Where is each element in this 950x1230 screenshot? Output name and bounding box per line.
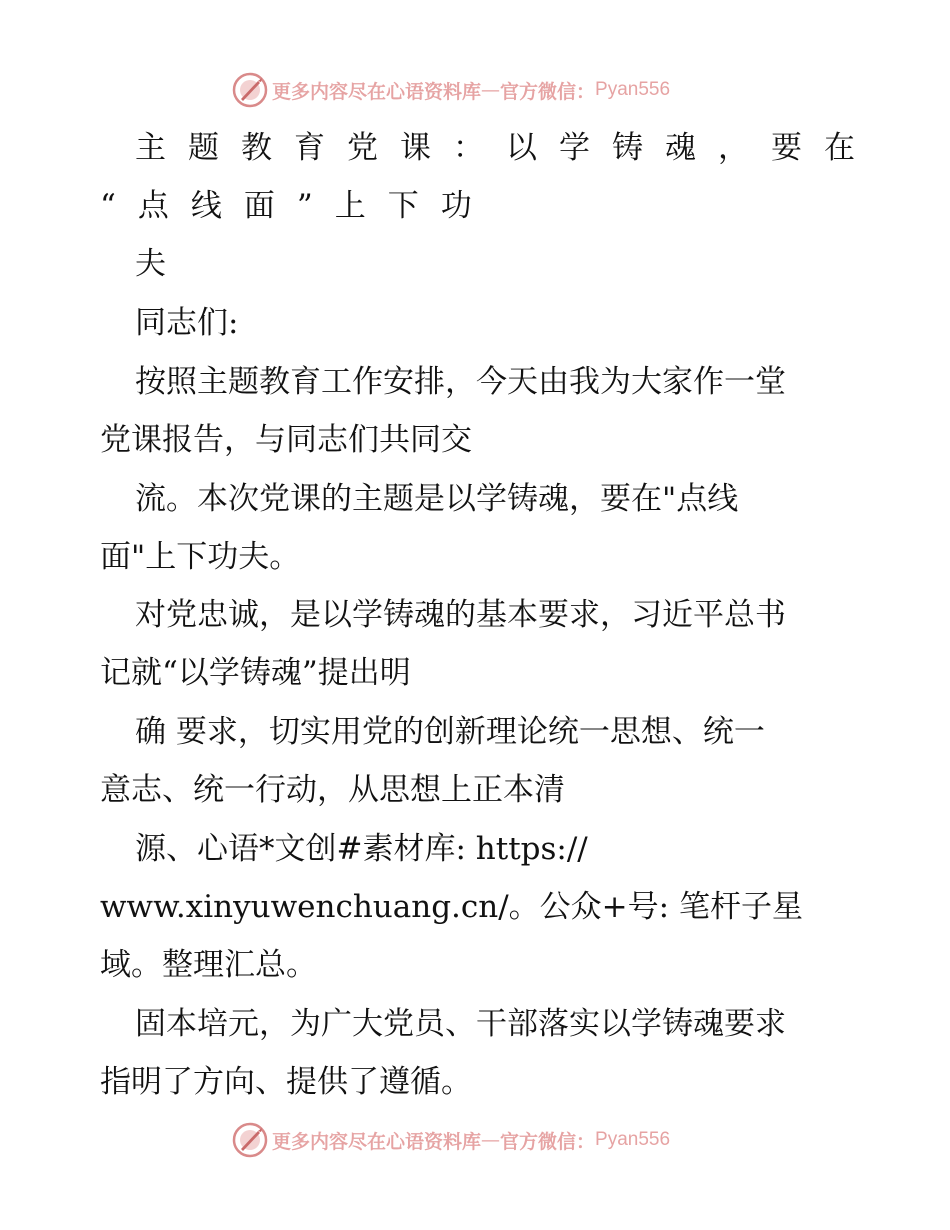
quill-logo-icon — [232, 1122, 268, 1158]
doc-title-line-1: 主题教育党课：以学铸魂，要在 — [135, 130, 877, 166]
paragraph-line: 流。本次党课的主题是以学铸魂，要在"点线 — [135, 481, 739, 517]
watermark-text: 更多内容尽在心语资料库 — [272, 1130, 482, 1153]
paragraph-line: 按照主题教育工作安排，今天由我为大家作一堂 — [135, 364, 786, 400]
watermark-separator: — — [481, 1129, 501, 1151]
footer-watermark — [232, 1120, 670, 1160]
paragraph-line: 源、心语*文创#素材库: https:// — [135, 831, 588, 867]
paragraph-line: 指明了方向、提供了遵循。 — [100, 1064, 472, 1100]
paragraph-line: 面"上下功夫。 — [100, 539, 301, 575]
paragraph-line: 固本培元，为广大党员、干部落实以学铸魂要求 — [135, 1006, 786, 1042]
watermark-label: 官方微信： — [500, 80, 596, 103]
paragraph-line: 党课报告，与同志们共同交 — [100, 422, 472, 458]
salutation: 同志们: — [135, 305, 239, 341]
paragraph-line: 对党忠诚，是以学铸魂的基本要求，习近平总书 — [135, 597, 786, 633]
paragraph-line: www.xinyuwenchuang.cn/。公众+号: 笔杆子星 — [100, 889, 803, 925]
doc-title-line-2: “点线面”上下功 — [100, 188, 494, 224]
watermark-id: Pyan556 — [595, 1129, 671, 1150]
paragraph-line: 域。整理汇总。 — [100, 947, 317, 983]
watermark-text: 更多内容尽在心语资料库 — [272, 80, 482, 103]
watermark-label: 官方微信： — [500, 1130, 596, 1153]
paragraph-line: 记就“以学铸魂”提出明 — [100, 655, 411, 691]
doc-title-line-3: 夫 — [135, 246, 166, 282]
watermark-separator: — — [481, 79, 501, 101]
paragraph-line: 确 要求，切实用党的创新理论统一思想、统一 — [135, 714, 765, 750]
paragraph-line: 意志、统一行动，从思想上正本清 — [100, 772, 565, 808]
quill-logo-icon — [232, 72, 268, 108]
header-watermark — [232, 70, 670, 110]
watermark-id: Pyan556 — [595, 79, 671, 100]
